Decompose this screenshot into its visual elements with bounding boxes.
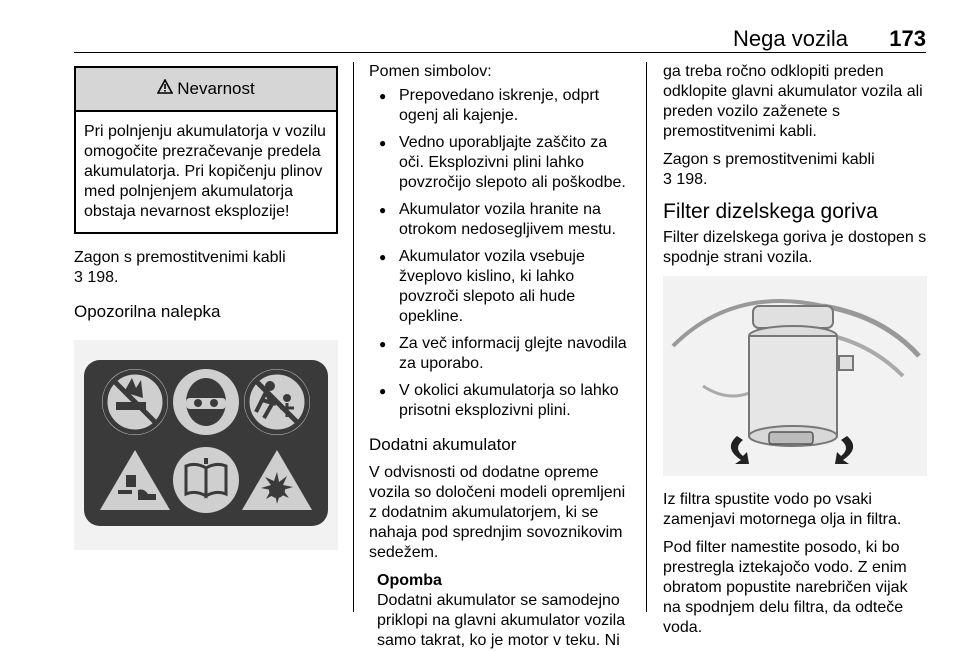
eye-protection-icon — [173, 369, 239, 435]
continued-text: ga treba ročno odklopiti preden odklopite glavni akumulator vozila ali preden vozilo zaženete s premostitvenimi kabli. — [663, 63, 923, 140]
keep-away-children-icon — [244, 369, 310, 435]
danger-box — [74, 66, 338, 234]
danger-box-text: Pri polnjenju akumulatorja v vozilu omogočite prezračevanje predela akumulatorja. Pri kopičenju plinov med polnjenjem akumulatorja obstaja nevarnost eksplozije! — [84, 123, 326, 220]
list-item: ● Akumulator vozila hranite na otrokom nedosegljivem mestu. — [369, 200, 631, 240]
jump-start-page-ref[interactable]: 3 198. — [663, 171, 708, 188]
danger-box-title: Nevarnost — [177, 79, 255, 98]
note-title: Opomba — [377, 572, 442, 589]
list-item: ● Akumulator vozila vsebuje žveplovo kislino, ki lahko povzroči slepoto ali hude opekline. — [369, 247, 631, 327]
column-divider-1 — [353, 62, 354, 612]
note-box — [369, 571, 631, 651]
section-title-diesel-filter: Filter dizelskega goriva — [663, 200, 878, 223]
note-text: Dodatni akumulator se samodejno priklopi na glavni akumulator vozila samo takrat, ko je motor v teku. Ni — [377, 592, 626, 649]
diesel-filter-intro: Filter dizelskega goriva je dostopen s spodnje strani vozila. — [663, 229, 927, 266]
fuel-filter-image — [663, 276, 927, 476]
read-manual-icon — [173, 447, 239, 513]
header-rule — [74, 52, 926, 53]
symbols-list — [369, 86, 631, 421]
column-divider-2 — [646, 62, 647, 612]
page-number: 173 — [889, 26, 926, 51]
section-title-warning-label: Opozorilna nalepka — [74, 302, 221, 321]
warning-triangle-icon — [157, 79, 173, 99]
column-2 — [369, 62, 631, 651]
list-item: ● Za več informacij glejte navodila za uporabo. — [369, 334, 631, 374]
list-item: ● Vedno uporabljajte zaščito za oči. Eksplozivni plini lahko povzročijo slepoto ali poškodbe. — [369, 133, 631, 193]
symbols-intro: Pomen simbolov: — [369, 63, 492, 80]
jump-start-ref: Zagon s premostitvenimi kabli — [74, 249, 286, 266]
no-fire-smoking-icon — [102, 369, 168, 435]
page-header — [74, 26, 926, 50]
header-title: Nega vozila — [733, 26, 848, 51]
warning-label-image — [74, 340, 338, 550]
column-3 — [663, 62, 927, 646]
diesel-filter-step-1: Iz filtra spustite vodo po vsaki zamenjavi motornega olja in filtra. — [663, 491, 902, 528]
jump-start-ref: Zagon s premostitvenimi kabli — [663, 151, 875, 168]
aux-battery-text: V odvisnosti od dodatne opreme vozila so določeni modeli opremljeni z dodatnim akumulatorjem, ki se nahaja pod sprednjim sovoznikovim sedežem. — [369, 464, 626, 561]
section-title-aux-battery: Dodatni akumulator — [369, 435, 517, 454]
list-item: ● Prepovedano iskrenje, odprt ogenj ali kajenje. — [369, 86, 631, 126]
column-1 — [74, 62, 338, 550]
jump-start-page-ref[interactable]: 3 198. — [74, 269, 119, 286]
diesel-filter-step-2: Pod filter namestite posodo, ki bo prestregla iztekajočo vodo. Z enim obratom popustite narebričen vijak na spodnjem delu filtra, da odteče voda. — [663, 539, 908, 636]
list-item: ● V okolici akumulatorja so lahko prisotni eksplozivni plini. — [369, 381, 631, 421]
danger-box-header — [76, 68, 336, 112]
